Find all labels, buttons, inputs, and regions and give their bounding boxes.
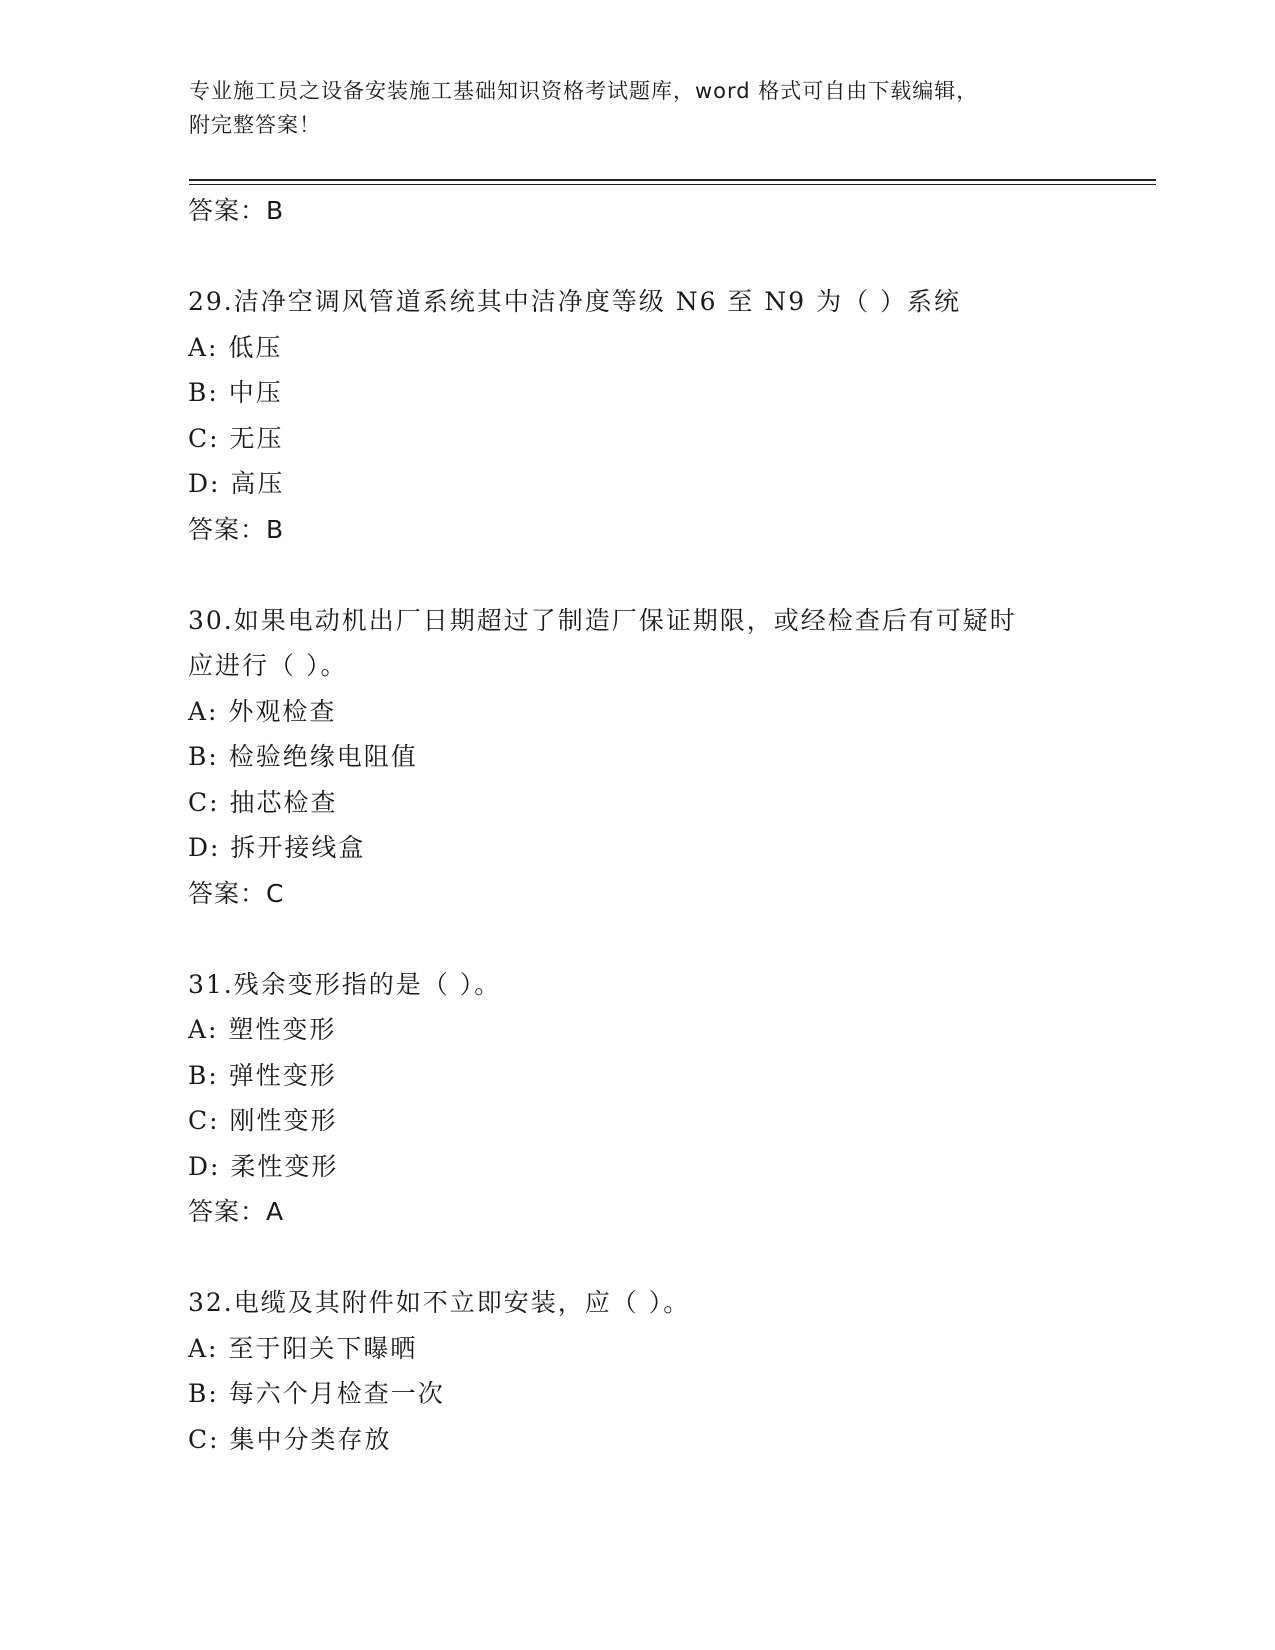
header-line-2: 附完整答案！ [189, 113, 321, 137]
option-b: B: 中压 [188, 378, 283, 407]
question-block [188, 279, 1088, 552]
option-c: C: 无压 [188, 423, 284, 453]
spacer [188, 916, 1088, 962]
spacer [188, 552, 1088, 598]
document-header [189, 74, 1089, 142]
answer: 答案：C [188, 878, 285, 908]
previous-answer: 答案：B [188, 196, 285, 225]
question-text-continued: 应进行（ ）。 [188, 651, 348, 680]
option-c: C: 集中分类存放 [188, 1424, 392, 1454]
question-block [188, 1280, 1088, 1462]
option-d: D: 高压 [188, 469, 285, 498]
option-c: C: 刚性变形 [188, 1106, 338, 1135]
question-list [188, 188, 1088, 1462]
question-block [188, 962, 1088, 1235]
option-a: A: 至于阳关下曝晒 [188, 1333, 418, 1363]
spacer [188, 234, 1088, 280]
option-a: A: 外观检查 [188, 696, 337, 726]
answer: 答案：B [188, 514, 285, 544]
option-d: D: 拆开接线盒 [188, 833, 366, 862]
question-block [188, 598, 1088, 917]
question-text: 31.残余变形指的是（ ）。 [188, 969, 502, 999]
header-line-1: 专业施工员之设备安装施工基础知识资格考试题库，word 格式可自由下载编辑， [189, 79, 979, 103]
header-divider-thin [189, 184, 1156, 185]
option-c: C: 抽芯检查 [188, 787, 338, 817]
question-text: 30.如果电动机出厂日期超过了制造厂保证期限，或经检查后有可疑时 [188, 605, 1017, 635]
option-b: B: 检验绝缘电阻值 [188, 742, 418, 771]
option-b: B: 弹性变形 [188, 1060, 337, 1090]
answer: 答案：A [188, 1197, 285, 1226]
option-a: A: 塑性变形 [188, 1015, 337, 1044]
option-a: A: 低压 [188, 332, 283, 362]
header-divider-thick [189, 179, 1156, 181]
option-b: B: 每六个月检查一次 [188, 1379, 445, 1408]
question-text: 32.电缆及其附件如不立即安装，应（ ）。 [188, 1288, 691, 1317]
option-d: D: 柔性变形 [188, 1151, 339, 1181]
spacer [188, 1235, 1088, 1281]
question-text: 29.洁净空调风管道系统其中洁净度等级 N6 至 N9 为（ ）系统 [188, 287, 962, 316]
